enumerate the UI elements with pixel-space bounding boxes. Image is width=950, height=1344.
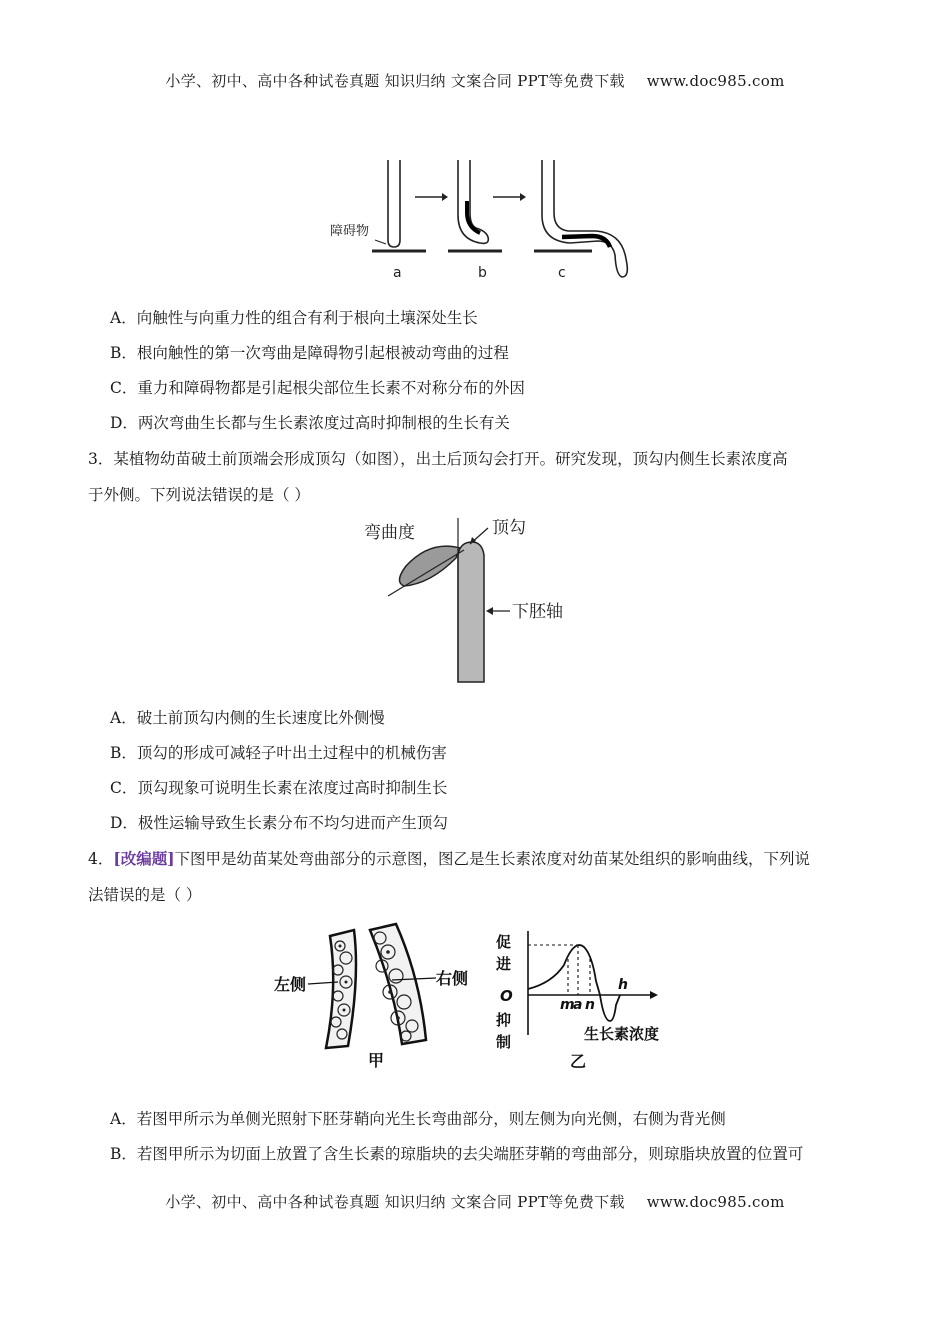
q3-stem-line1: 3．某植物幼苗破土前顶端会形成顶勾（如图），出土后顶勾会打开。研究发现，顶勾内侧生长素浓度高 (88, 450, 788, 468)
root-bending-figure (330, 155, 630, 285)
footer-site[interactable]: www.doc985.com (646, 1193, 785, 1211)
q3-stem-line2: 于外侧。下列说法错误的是（ ） (88, 486, 310, 504)
point-a: a (573, 997, 583, 1013)
header-text: 小学、初中、高中各种试卷真题 知识归纳 文案合同 PPT等免费下载 (165, 72, 625, 90)
apical-hook-figure (360, 510, 600, 690)
point-m: m (560, 997, 575, 1013)
figure-yi-caption: 乙 (570, 1052, 587, 1071)
left-side-label: 左侧 (274, 975, 307, 994)
footer-text: 小学、初中、高中各种试卷真题 知识归纳 文案合同 PPT等免费下载 (165, 1193, 625, 1211)
q4-stem-text: 下图甲是幼苗某处弯曲部分的示意图，图乙是生长素浓度对幼苗某处组织的影响曲线，下列说 (174, 850, 811, 868)
hypocotyl-label: 下胚轴 (512, 602, 563, 622)
adapted-question-tag: [改编题] (113, 849, 175, 868)
q3-option-a: A．破土前顶勾内侧的生长速度比外侧慢 (110, 709, 385, 727)
right-side-label: 右侧 (436, 969, 469, 988)
axis-inhibit-1: 抑 (496, 1011, 512, 1029)
figure-jia-bent-tissue (270, 918, 480, 1078)
figure-jia-caption: 甲 (368, 1051, 385, 1070)
header-site[interactable]: www.doc985.com (646, 72, 785, 90)
label-c: c (558, 265, 566, 281)
bend-degree-label: 弯曲度 (364, 523, 415, 543)
axis-inhibit-2: 制 (496, 1033, 512, 1051)
q3-option-b: B．顶勾的形成可减轻子叶出土过程中的机械伤害 (110, 744, 447, 762)
axis-promote-2: 进 (496, 955, 512, 973)
hook-label: 顶勾 (492, 518, 526, 538)
x-axis-label: 生长素浓度 (584, 1025, 660, 1043)
axis-origin: O (500, 987, 513, 1005)
label-a: a (393, 265, 402, 281)
page-footer (0, 1191, 950, 1212)
q2-option-d: D．两次弯曲生长都与生长素浓度过高时抑制根的生长有关 (110, 414, 510, 432)
point-h: h (618, 977, 628, 993)
page-header (0, 70, 950, 91)
label-b: b (478, 265, 487, 281)
obstacle-label: 障碍物 (330, 224, 370, 239)
q4-stem-line1 (88, 848, 810, 870)
q2-option-c: C．重力和障碍物都是引起根尖部位生长素不对称分布的外因 (110, 379, 525, 397)
figure-yi-auxin-curve (492, 925, 692, 1075)
q2-option-a: A．向触性与向重力性的组合有利于根向土壤深处生长 (110, 309, 478, 327)
q3-option-c: C．顶勾现象可说明生长素在浓度过高时抑制生长 (110, 779, 448, 797)
q4-number: 4． (88, 850, 114, 868)
point-n: n (585, 997, 595, 1013)
q3-option-d: D．极性运输导致生长素分布不均匀进而产生顶勾 (110, 814, 448, 832)
q2-option-b: B．根向触性的第一次弯曲是障碍物引起根被动弯曲的过程 (110, 344, 509, 362)
q4-option-b: B．若图甲所示为切面上放置了含生长素的琼脂块的去尖端胚芽鞘的弯曲部分，则琼脂块放置的位置可 (110, 1145, 804, 1163)
axis-promote-1: 促 (496, 933, 512, 951)
q4-option-a: A．若图甲所示为单侧光照射下胚芽鞘向光生长弯曲部分，则左侧为向光侧，右侧为背光侧 (110, 1110, 726, 1128)
q4-stem-line2: 法错误的是（ ） (88, 886, 202, 904)
